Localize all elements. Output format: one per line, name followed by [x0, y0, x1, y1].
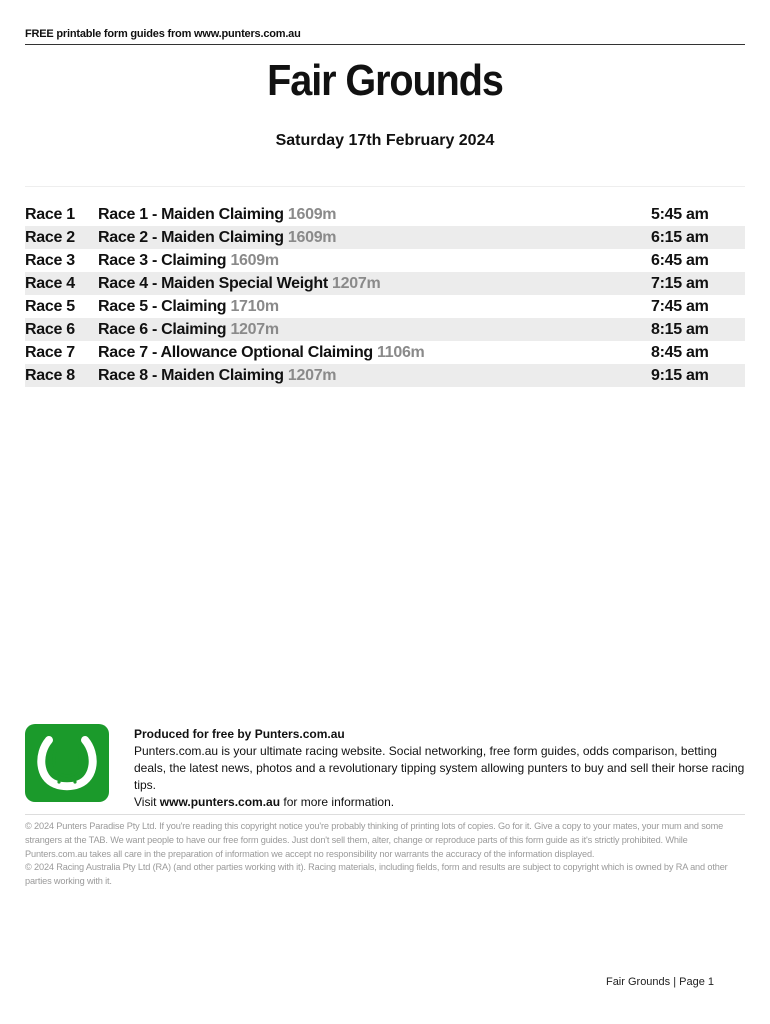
copyright-punters: © 2024 Punters Paradise Pty Ltd. If you're reading this copyright notice you're probably thinking of printing lots of copies. Go for it. Give a copy to your mates, your mum and some strangers at the TAB. We want people to have our free form guides. Just don't sell them, alter, change or reproduce parts of this form guide as it's strictly prohibited. While Punters.com.au takes all care in the preparation of information we accept no responsibility nor warrants the accuracy of the information displayed.	[25, 821, 724, 859]
race-number: Race 3	[25, 252, 75, 269]
race-row	[25, 295, 745, 318]
race-distance: 1609m	[230, 252, 279, 269]
promo-heading: Produced for free by Punters.com.au	[134, 727, 345, 741]
race-name: Race 6 - Claiming	[98, 321, 227, 338]
meeting-date: Saturday 17th February 2024	[275, 132, 495, 149]
horseshoe-icon	[25, 724, 109, 802]
race-name: Race 7 - Allowance Optional Claiming	[98, 344, 373, 361]
legal-notice	[25, 820, 747, 889]
race-distance: 1207m	[230, 321, 279, 338]
page-footer: Fair Grounds | Page 1	[605, 976, 714, 988]
footer-divider	[25, 814, 745, 815]
header-divider	[25, 44, 745, 45]
punters-logo	[25, 724, 109, 802]
race-distance: 1710m	[230, 298, 279, 315]
race-number: Race 8	[25, 367, 75, 384]
race-distance: 1609m	[287, 229, 337, 246]
meeting-title: Fair Grounds	[267, 56, 503, 105]
race-distance: 1207m	[332, 275, 381, 292]
race-time: 8:45 am	[651, 344, 709, 361]
race-row	[25, 249, 745, 272]
race-row	[25, 341, 745, 364]
race-number: Race 1	[25, 206, 75, 223]
race-name: Race 8 - Maiden Claiming	[98, 367, 284, 384]
race-name-cell	[98, 249, 279, 272]
copyright-racing-australia: © 2024 Racing Australia Pty Ltd (RA) (and other parties working with it). Racing materials, including fields, form and results are subject to copyright which is owned by RA and other parties working with it.	[25, 862, 728, 887]
race-number: Race 5	[25, 298, 75, 315]
race-distance: 1609m	[287, 206, 337, 223]
race-row	[25, 364, 745, 387]
race-name-cell	[98, 318, 279, 341]
race-name-cell	[98, 203, 336, 226]
race-time: 7:45 am	[651, 298, 709, 315]
promo-block	[134, 726, 749, 811]
race-time: 9:15 am	[651, 367, 709, 384]
race-name-cell	[98, 341, 425, 364]
race-distance: 1207m	[287, 367, 337, 384]
race-row	[25, 226, 745, 249]
race-name-cell	[98, 272, 380, 295]
race-number: Race 2	[25, 229, 75, 246]
race-number: Race 7	[25, 344, 75, 361]
promo-website-link[interactable]: www.punters.com.au	[159, 795, 281, 809]
promo-visit-prefix: Visit	[134, 795, 157, 809]
race-time: 5:45 am	[651, 206, 709, 223]
race-row	[25, 272, 745, 295]
promo-visit-suffix: for more information.	[283, 795, 395, 809]
race-name: Race 1 - Maiden Claiming	[98, 206, 284, 223]
race-name: Race 4 - Maiden Special Weight	[98, 275, 328, 292]
promo-text: Punters.com.au is your ultimate racing website. Social networking, free form guides, odds comparison, betting deals, the latest news, photos and a revolutionary tipping system allowing punters to buy and sell their horse racing tips.	[134, 744, 745, 792]
race-time: 8:15 am	[651, 321, 709, 338]
race-name: Race 2 - Maiden Claiming	[98, 229, 284, 246]
race-name-cell	[98, 364, 336, 387]
date-divider	[25, 186, 745, 187]
race-time: 7:15 am	[651, 275, 709, 292]
header-note: FREE printable form guides from www.punters.com.au	[25, 28, 301, 40]
race-distance: 1106m	[377, 344, 425, 361]
race-list	[25, 203, 745, 387]
race-number: Race 4	[25, 275, 75, 292]
race-name: Race 3 - Claiming	[98, 252, 227, 269]
race-number: Race 6	[25, 321, 75, 338]
promo-visit-line	[134, 794, 749, 811]
race-row	[25, 318, 745, 341]
race-name-cell	[98, 226, 336, 249]
race-name-cell	[98, 295, 279, 318]
race-name: Race 5 - Claiming	[98, 298, 227, 315]
race-time: 6:15 am	[651, 229, 709, 246]
race-time: 6:45 am	[651, 252, 709, 269]
race-row	[25, 203, 745, 226]
